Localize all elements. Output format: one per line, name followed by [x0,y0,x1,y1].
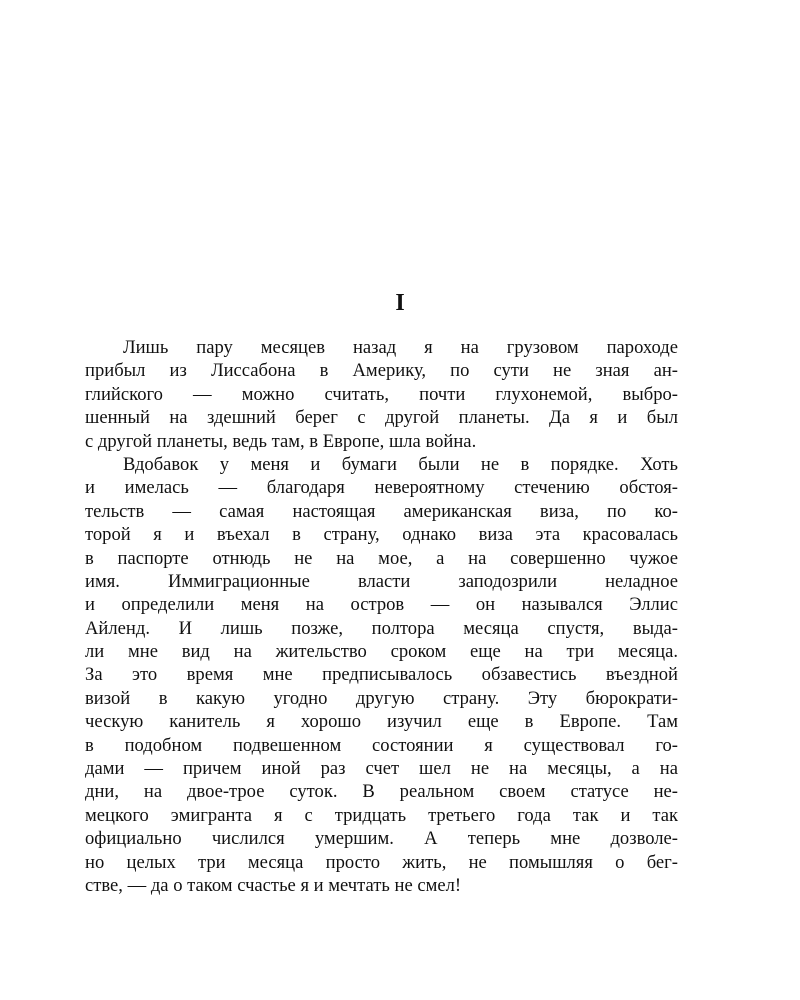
text-line: и определили меня на остров — он назывался Эллис [85,594,678,616]
text-line: в паспорте отнюдь не на мое, а на совершенно чужое [85,547,678,569]
text-line: За это время мне предписывалось обзавестись въездной [85,664,678,686]
text-line: дами — причем иной раз счет шел не на месяцы, а на [85,758,678,780]
chapter-heading: I [395,290,405,316]
text-line: шенный на здешний берег с другой планеты. Да я и был [85,407,678,429]
text-line: Вдобавок у меня и бумаги были не в порядке. Хоть [123,453,678,475]
text-line: торой я и въехал в страну, однако виза эта красовалась [85,524,678,546]
text-line: визой в какую угодно другую страну. Эту бюрократи- [85,687,678,709]
text-line: имя. Иммиграционные власти заподозрили неладное [85,570,678,592]
text-line: с другой планеты, ведь там, в Европе, шла война. [85,430,477,452]
paragraph-2 [85,453,678,897]
text-line: тельств — самая настоящая американская виза, по ко- [85,500,678,522]
text-line: мецкого эмигранта я с тридцать третьего года так и так [85,804,678,826]
text-line: стве, — да о таком счастье я и мечтать не смел! [85,874,462,896]
paragraph-1 [85,336,678,453]
text-line: Лишь пару месяцев назад я на грузовом пароходе [123,337,678,358]
text-line: дни, на двое-трое суток. В реальном своем статусе не- [85,781,678,803]
text-line: в подобном подвешенном состоянии я существовал го- [85,734,678,756]
text-line: но целых три месяца просто жить, не помышляя о бег- [85,851,678,873]
text-line: ли мне вид на жительство сроком еще на три месяца. [85,641,678,663]
text-line: и имелась — благодаря невероятному стечению обстоя- [85,477,678,499]
chapter-text [85,336,678,897]
text-line: официально числился умершим. А теперь мне дозволе- [85,828,678,850]
text-line: Айленд. И лишь позже, полтора месяца спустя, выда- [85,617,678,639]
text-line: глийского — можно считать, почти глухонемой, выбро- [85,383,678,405]
text-line: ческую канитель я хорошо изучил еще в Европе. Там [85,711,678,733]
text-line: прибыл из Лиссабона в Америку, по сути не зная ан- [85,360,678,382]
